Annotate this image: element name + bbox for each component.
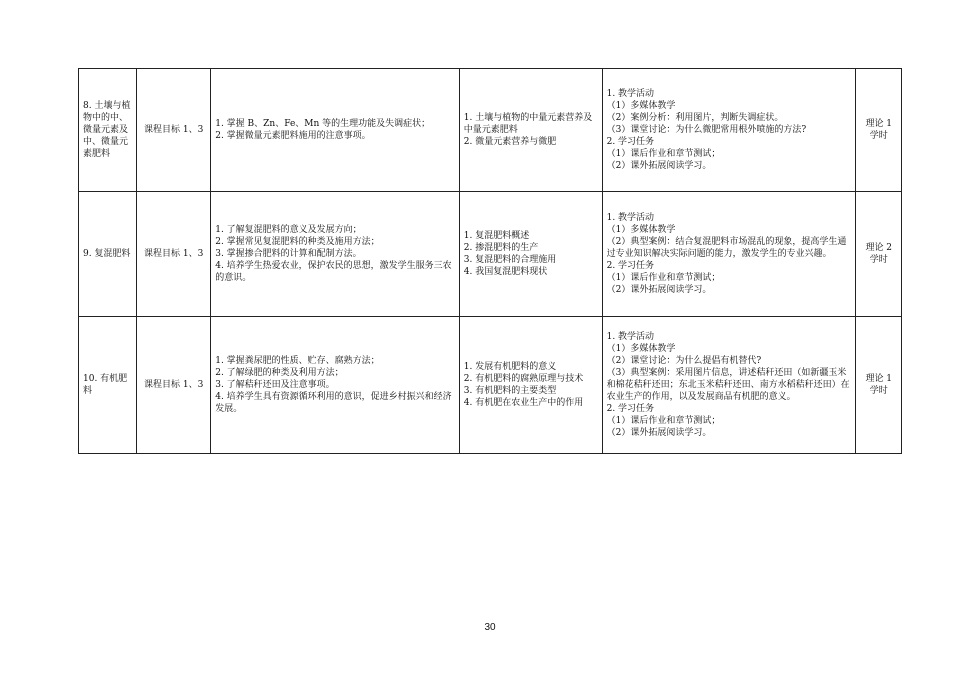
- activity-item: （1）课后作业和章节测试；: [606, 273, 721, 283]
- course-goal-cell: 课程目标 1、3: [137, 192, 211, 317]
- content-item: 2. 掺混肥料的生产: [463, 243, 539, 253]
- requirement-item: 2. 掌握微量元素肥料施用的注意事项。: [215, 131, 371, 141]
- content-cell: [459, 192, 602, 317]
- activity-item: （2）典型案例：结合复混肥料市场混乱的现象，提高学生通过专业知识解决实际问题的能力，激发学生的专业兴趣。: [606, 237, 847, 259]
- activity-item: （2）案例分析：利用图片，判断失调症状。: [606, 113, 784, 123]
- requirement-item: 3. 掌握掺合肥料的计算和配制方法。: [215, 249, 362, 259]
- topic-cell: 10. 有机肥料: [79, 317, 137, 454]
- hours-cell: 理论 2 学时: [856, 192, 902, 317]
- activities-cell: [602, 69, 856, 192]
- activity-item: （2）课堂讨论：为什么提倡有机替代?: [606, 356, 762, 366]
- content-cell: [459, 317, 602, 454]
- activity-item: （3）课堂讨论：为什么微肥常用根外喷施的方法?: [606, 125, 807, 135]
- requirement-item: 1. 了解复混肥料的意义及发展方向；: [215, 225, 362, 235]
- activity-item: （1）多媒体教学: [606, 344, 676, 354]
- content-item: 3. 复混肥料的合理施用: [463, 255, 557, 265]
- content-item: 4. 我国复混肥料现状: [463, 267, 548, 277]
- content-item: 2. 微量元素营养与微肥: [463, 137, 557, 147]
- activities-cell: [602, 192, 856, 317]
- activity-item: （1）课后作业和章节测试；: [606, 416, 721, 426]
- requirements-cell: [211, 192, 460, 317]
- activity-item: （2）课外拓展阅读学习。: [606, 285, 712, 295]
- content-item: 1. 复混肥料概述: [463, 231, 530, 241]
- content-item: 2. 有机肥料的腐熟原理与技术: [463, 374, 584, 384]
- requirement-item: 2. 掌握常见复混肥料的种类及施用方法；: [215, 237, 380, 247]
- activities-cell: [602, 317, 856, 454]
- activity-item: （2）课外拓展阅读学习。: [606, 428, 712, 438]
- activity-item: 2. 学习任务: [606, 137, 655, 147]
- activity-item: （3）典型案例：采用图片信息，讲述秸秆还田（如新疆玉米和棉花秸秆还田；东北玉米秸秆还田、南方水稻秸秆还田）在农业生产的作用，以及发展商品有机肥的意义。: [606, 368, 850, 402]
- hours-cell: 理论 1 学时: [856, 69, 902, 192]
- content-item: 3. 有机肥料的主要类型: [463, 386, 557, 396]
- topic-cell: 8. 土壤与植物中的中、微量元素及中、微量元素肥料: [79, 69, 137, 192]
- content-item: 4. 有机肥在农业生产中的作用: [463, 398, 584, 408]
- requirement-item: 2. 了解绿肥的种类及利用方法；: [215, 368, 344, 378]
- page-number: 30: [484, 622, 496, 633]
- requirement-item: 1. 掌握粪尿肥的性质、贮存、腐熟方法；: [215, 356, 380, 366]
- table-row: [79, 192, 902, 317]
- course-goal-cell: 课程目标 1、3: [137, 69, 211, 192]
- hours-cell: 理论 1 学时: [856, 317, 902, 454]
- table-row: [79, 317, 902, 454]
- activity-item: 1. 教学活动: [606, 213, 655, 223]
- content-cell: [459, 69, 602, 192]
- content-item: 1. 发展有机肥料的意义: [463, 362, 557, 372]
- topic-cell: 9. 复混肥料: [79, 192, 137, 317]
- activity-item: （1）课后作业和章节测试；: [606, 149, 721, 159]
- activity-item: 2. 学习任务: [606, 261, 655, 271]
- requirement-item: 4. 培养学生热爱农业，保护农民的思想，激发学生服务三农的意识。: [215, 261, 452, 283]
- content-item: 1. 土壤与植物的中量元素营养及中量元素肥料: [463, 113, 593, 135]
- requirement-item: 3. 了解秸秆还田及注意事项。: [215, 380, 335, 390]
- course-goal-cell: 课程目标 1、3: [137, 317, 211, 454]
- requirements-cell: [211, 317, 460, 454]
- curriculum-table: [78, 68, 902, 454]
- activity-item: 1. 教学活动: [606, 332, 655, 342]
- activity-item: （1）多媒体教学: [606, 225, 676, 235]
- requirement-item: 4. 培养学生具有资源循环利用的意识，促进乡村振兴和经济发展。: [215, 392, 452, 414]
- requirement-item: 1. 掌握 B、Zn、Fe、Mn 等的生理功能及失调症状；: [215, 119, 431, 129]
- activity-item: 1. 教学活动: [606, 89, 655, 99]
- activity-item: （1）多媒体教学: [606, 101, 676, 111]
- table-row: [79, 69, 902, 192]
- activity-item: （2）课外拓展阅读学习。: [606, 161, 712, 171]
- activity-item: 2. 学习任务: [606, 404, 655, 414]
- requirements-cell: [211, 69, 460, 192]
